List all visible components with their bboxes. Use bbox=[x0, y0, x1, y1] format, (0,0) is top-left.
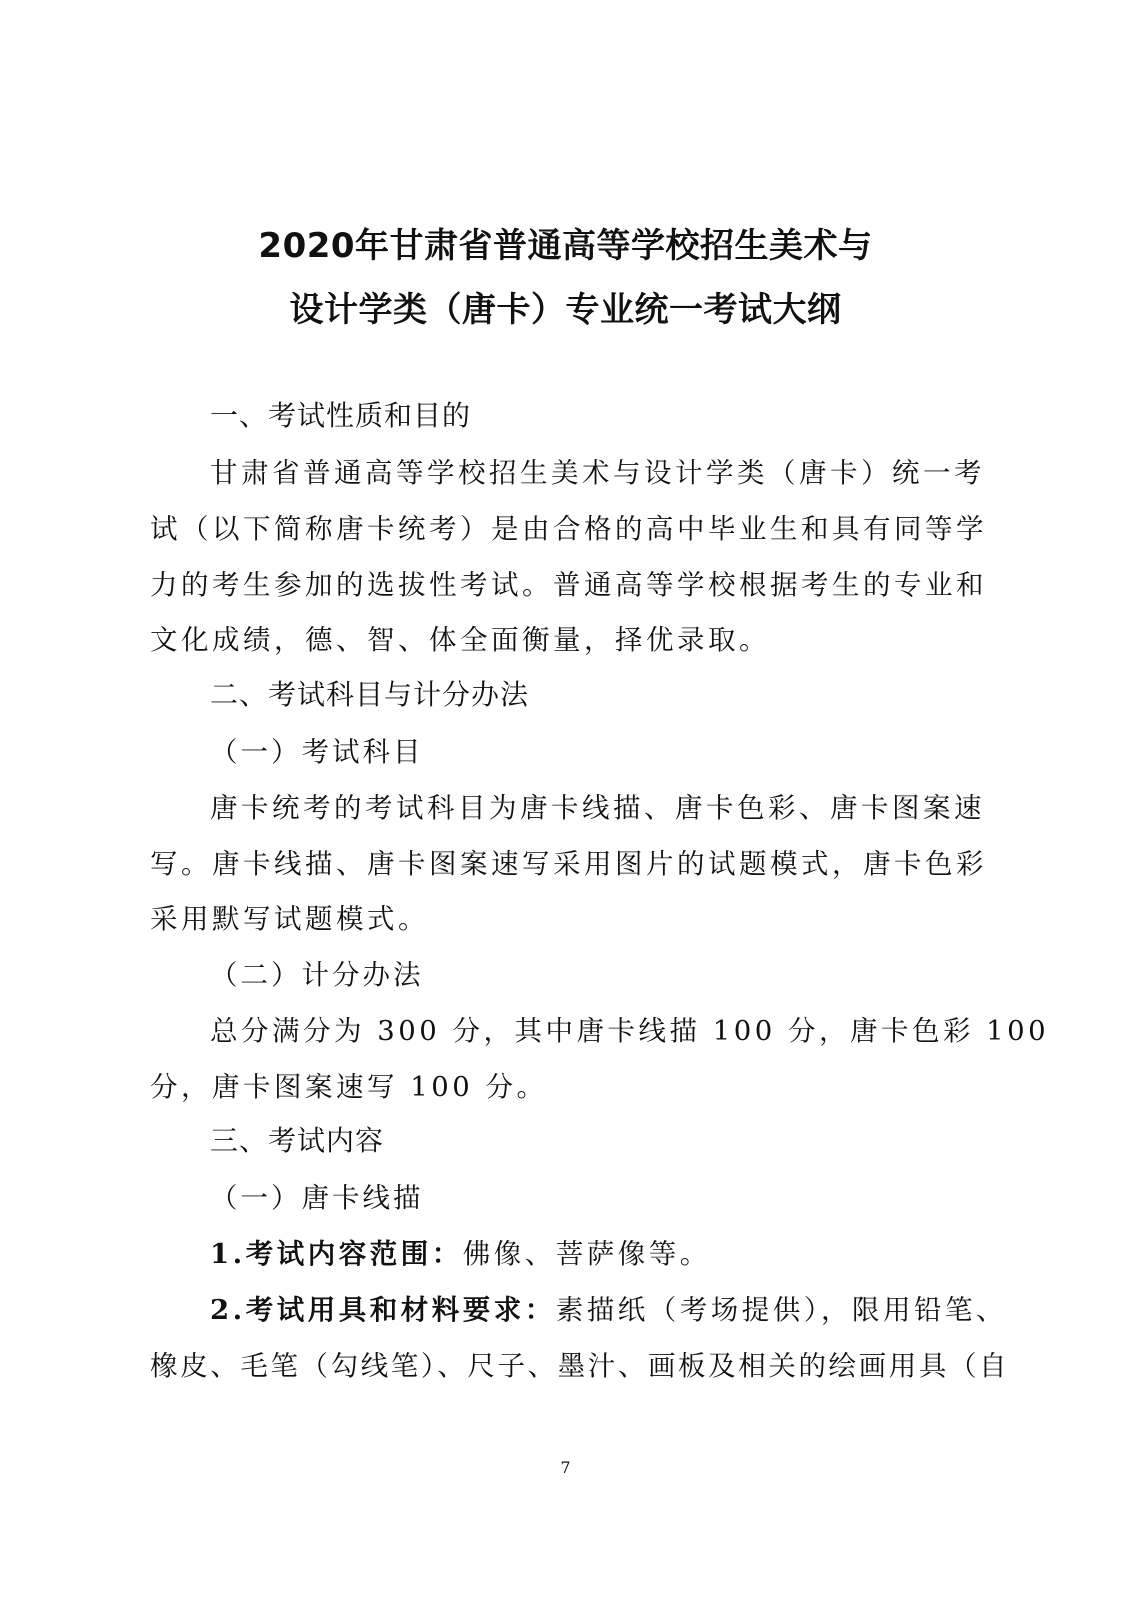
item-label: 2.考试用具和材料要求： bbox=[210, 1294, 556, 1326]
section-1-heading: 一、考试性质和目的 bbox=[210, 399, 472, 432]
paragraph-line: 试（以下简称唐卡统考）是由合格的高中毕业生和具有同等学 bbox=[150, 513, 987, 545]
paragraph-line: 力的考生参加的选拔性考试。普通高等学校根据考生的专业和 bbox=[150, 569, 987, 601]
item-text: 佛像、菩萨像等。 bbox=[462, 1238, 711, 1270]
subsection-heading: （一）考试科目 bbox=[210, 736, 424, 768]
paragraph-line: 唐卡统考的考试科目为唐卡线描、唐卡色彩、唐卡图案速 bbox=[210, 792, 985, 824]
item-label: 1.考试内容范围： bbox=[210, 1238, 463, 1270]
section-2-heading: 二、考试科目与计分办法 bbox=[210, 678, 530, 711]
paragraph-line: 橡皮、毛笔（勾线笔）、尺子、墨汁、画板及相关的绘画用具（自 bbox=[150, 1350, 1010, 1382]
list-item bbox=[210, 1231, 711, 1271]
subsection-heading: （一）唐卡线描 bbox=[210, 1182, 424, 1214]
list-item bbox=[210, 1287, 1007, 1327]
document-title-line-2: 设计学类（唐卡）专业统一考试大纲 bbox=[289, 290, 842, 330]
paragraph-line: 采用默写试题模式。 bbox=[150, 903, 429, 935]
document-title-line-1: 2020年甘肃省普通高等学校招生美术与 bbox=[258, 226, 873, 266]
paragraph-line: 文化成绩，德、智、体全面衡量，择优录取。 bbox=[150, 624, 770, 656]
paragraph-line: 分，唐卡图案速写 100 分。 bbox=[150, 1071, 548, 1103]
paragraph-line: 写。唐卡线描、唐卡图案速写采用图片的试题模式，唐卡色彩 bbox=[150, 848, 987, 880]
paragraph-line: 总分满分为 300 分，其中唐卡线描 100 分，唐卡色彩 100 bbox=[210, 1015, 1050, 1047]
paragraph-line: 甘肃省普通高等学校招生美术与设计学类（唐卡）统一考 bbox=[210, 457, 985, 489]
page-number: 7 bbox=[560, 1458, 571, 1477]
item-text: 素描纸（考场提供），限用铅笔、 bbox=[555, 1294, 1007, 1326]
subsection-heading: （二）计分办法 bbox=[210, 959, 424, 991]
section-3-heading: 三、考试内容 bbox=[210, 1124, 385, 1157]
